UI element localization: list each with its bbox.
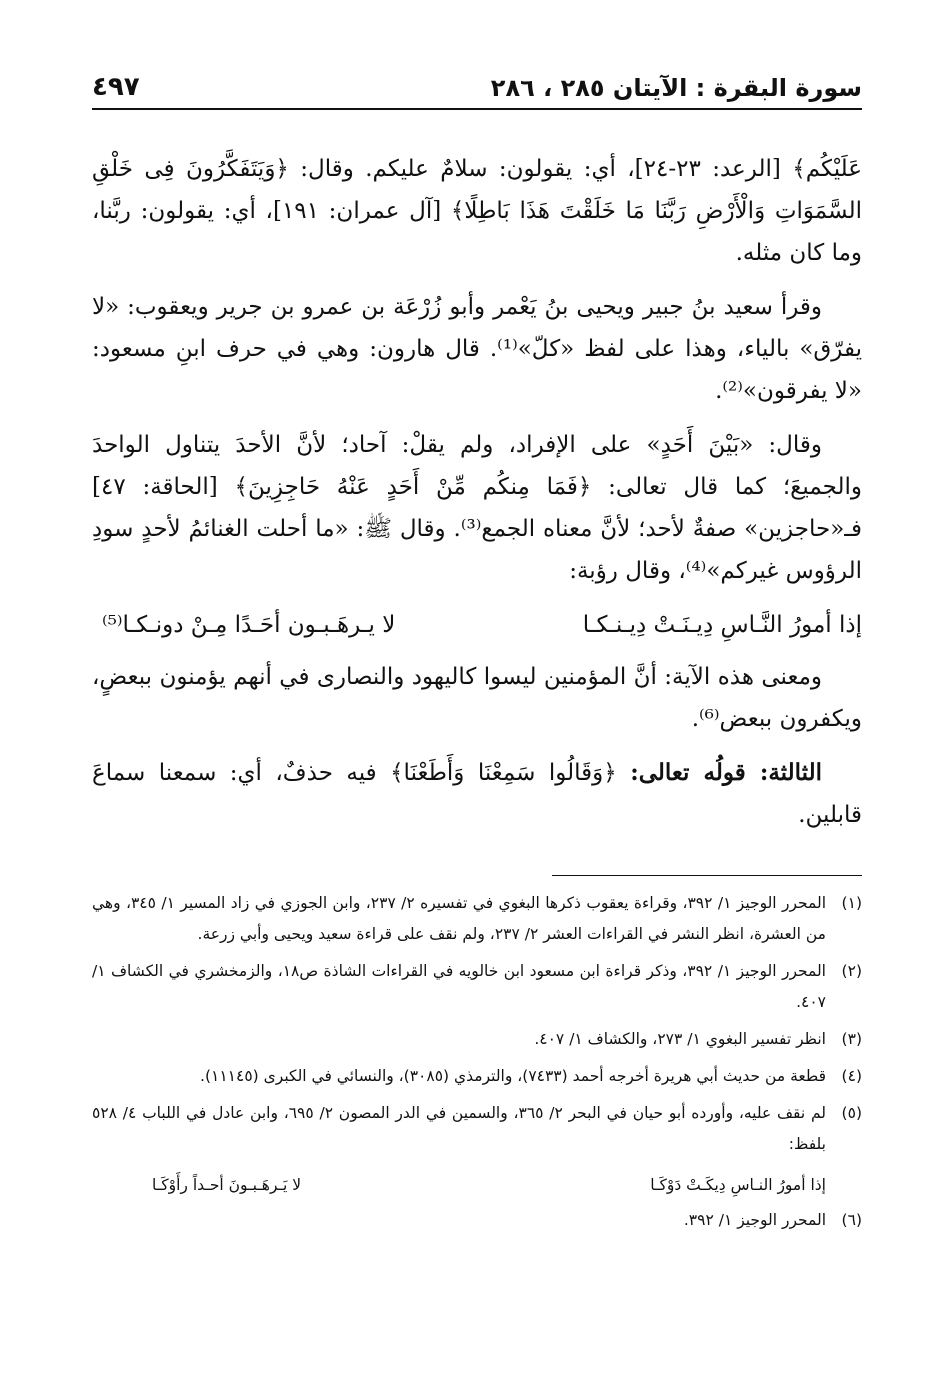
section-label: الثالثة: قولُه تعالى:: [630, 759, 822, 786]
footnote: [92, 1061, 862, 1092]
footnote-text: انظر تفسير البغوي ١/ ٢٧٣، والكشاف ١/ ٤٠٧.: [534, 1030, 826, 1048]
running-title: سورة البقرة : الآيتان ٢٨٥ ، ٢٨٦: [490, 74, 862, 102]
verse-first-hemistich: إذا أمورُ النَّـاسِ دِيـنَـتْ دِيـنـكـا: [582, 612, 862, 638]
poetry-verse: [92, 604, 862, 646]
paragraph-1: عَلَيْكُم﴾ [الرعد: ٢٣-٢٤]، أي: يقولون: سلامٌ عليكم. وقال: ﴿وَيَتَفَكَّرُونَ فِى خَلْقِ السَّمَوَاتِ وَالْأَرْضِ رَبَّنَا مَا خَلَقْتَ هَذَا بَاطِلًا﴾ [آل عمران: ١٩١]، أي: يقولون: ربَّنا، وما كان مثله.: [92, 156, 862, 266]
paragraph-5-text: ﴿وَقَالُوا سَمِعْنَا وَأَطَعْنَا﴾ فيه حذفٌ، أي: سمعنا سماعَ قابلين.: [92, 760, 862, 828]
footnote-text: المحرر الوجيز ١/ ٣٩٢.: [683, 1211, 826, 1229]
footnote-verse-first: إذا أمورُ النـاسِ دِيكَـتْ دَوْكَـا: [650, 1176, 826, 1194]
footnote-text: المحرر الوجيز ١/ ٣٩٢، وقراءة يعقوب ذكرها البغوي في تفسيره ٢/ ٢٣٧، وابن الجوزي في زاد المسير ١/ ٣٤٥، وهي من العشرة، انظر النشر في القراءات العشر ٢/ ٢٣٧، ولم نقف على قراءة سعيد ويحيى وأبي زرعة.: [92, 894, 827, 943]
footnote: [92, 1024, 862, 1055]
footnote-number: (٣): [841, 1030, 862, 1048]
footnote-separator: [552, 875, 862, 876]
footnote-text: المحرر الوجيز ١/ ٣٩٢، وذكر قراءة ابن مسعود ابن خالويه في القراءات الشاذة ص١٨، والزمخشري في الكشاف ١/ ٤٠٧.: [92, 962, 826, 1011]
footnote-number: (٢): [841, 962, 862, 980]
footnote: [92, 1205, 862, 1236]
page-number: ٤٩٧: [92, 72, 140, 102]
footnote-number: (٥): [841, 1104, 862, 1122]
footnote: [92, 1098, 862, 1160]
footnote-number: (٦): [841, 1211, 862, 1229]
footnote-number: (٤): [841, 1067, 862, 1085]
footnote-number: (١): [841, 894, 862, 912]
verse-second-hemistich: لا يـرهَـبـون أحَـدًا مِـنْ دونـكـا⁽⁵⁾: [102, 612, 396, 638]
footnotes: [92, 888, 862, 1242]
page-header: [92, 64, 862, 110]
footnote: [92, 956, 862, 1018]
footnote-verse-second: لا يَـرهَـبـونَ أحـداً رأَوْكَـا: [152, 1176, 302, 1194]
main-text: [92, 148, 862, 848]
paragraph-3: وقال: «بَيْنَ أَحَدٍ» على الإفراد، ولم يقلْ: آحاد؛ لأنَّ الأحدَ يتناول الواحدَ والجميعَ؛ كما قال تعالى: ﴿فَمَا مِنكُم مِّنْ أَحَدٍ عَنْهُ حَاجِزِينَ﴾ [الحاقة: ٤٧] فـ«حاجزين» صفةٌ لأحد؛ لأنَّ معناه الجمع⁽³⁾. وقال ﷺ: «ما أحلت الغنائمُ لأحدٍ سودِ الرؤوس غيركم»⁽⁴⁾، وقال رؤبة:: [92, 432, 862, 584]
paragraph-5: [92, 752, 862, 836]
footnote-verse: [92, 1166, 862, 1205]
footnote: [92, 888, 862, 950]
paragraph-4: ومعنى هذه الآية: أنَّ المؤمنين ليسوا كاليهود والنصارى في أنهم يؤمنون ببعضٍ، ويكفرون ببعض⁽⁶⁾.: [92, 664, 862, 732]
footnote-text: لم نقف عليه، وأورده أبو حيان في البحر ٢/ ٣٦٥، والسمين في الدر المصون ٢/ ٦٩٥، وابن عادل في اللباب ٤/ ٥٢٨ بلفظ:: [92, 1104, 826, 1153]
paragraph-2: وقرأ سعيد بنُ جبير ويحيى بنُ يَعْمر وأبو زُرْعَة بن عمرو بن جرير ويعقوب: «لا يفرّق» بالياء، وهذا على لفظ «كلّ»⁽¹⁾. قال هارون: وهي في حرف ابنِ مسعود: «لا يفرقون»⁽²⁾.: [92, 294, 862, 404]
footnote-text: قطعة من حديث أبي هريرة أخرجه أحمد (٧٤٣٣)، والترمذي (٣٠٨٥)، والنسائي في الكبرى (١١١٤٥).: [200, 1067, 826, 1085]
